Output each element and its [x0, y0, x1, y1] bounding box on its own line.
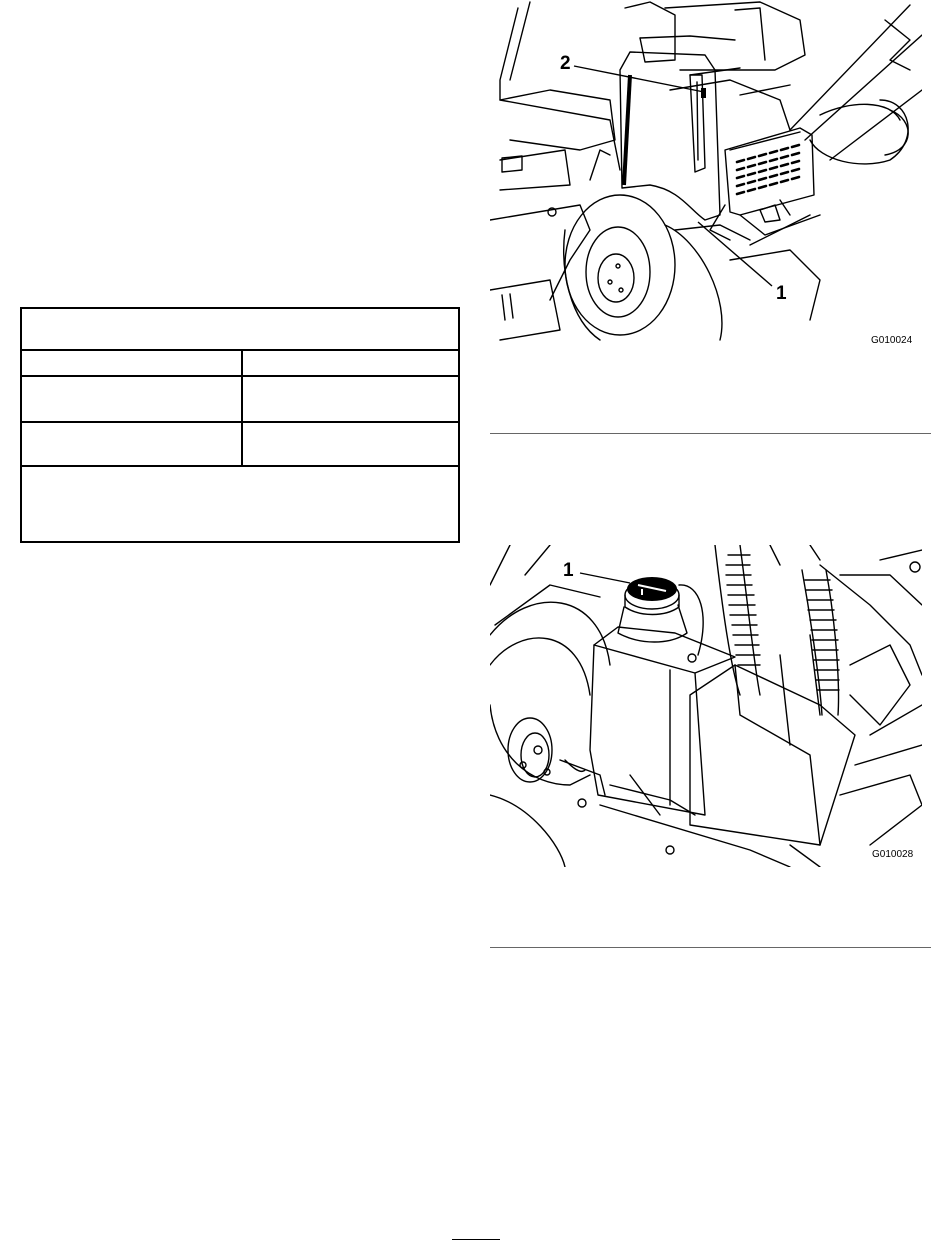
page-number-rule: [452, 1239, 500, 1240]
figure-reservoir-cap: [490, 545, 922, 867]
engine-illustration: [490, 0, 922, 352]
reservoir-illustration: [490, 545, 922, 867]
spec-table: [20, 307, 460, 543]
figure-code: G010024: [871, 335, 913, 346]
callout-1: 1: [776, 283, 787, 304]
figure-divider: [490, 433, 931, 434]
figure-engine-dipstick: [490, 0, 922, 352]
table-column-divider: [241, 349, 243, 465]
figure-divider: [490, 947, 931, 948]
table-row-divider: [22, 421, 458, 423]
table-row-divider: [22, 375, 458, 377]
callout-1: 1: [563, 560, 574, 581]
table-footer-divider: [22, 465, 458, 467]
figure-code: G010028: [872, 849, 914, 860]
table-header-divider: [22, 349, 458, 351]
callout-2: 2: [560, 53, 571, 74]
